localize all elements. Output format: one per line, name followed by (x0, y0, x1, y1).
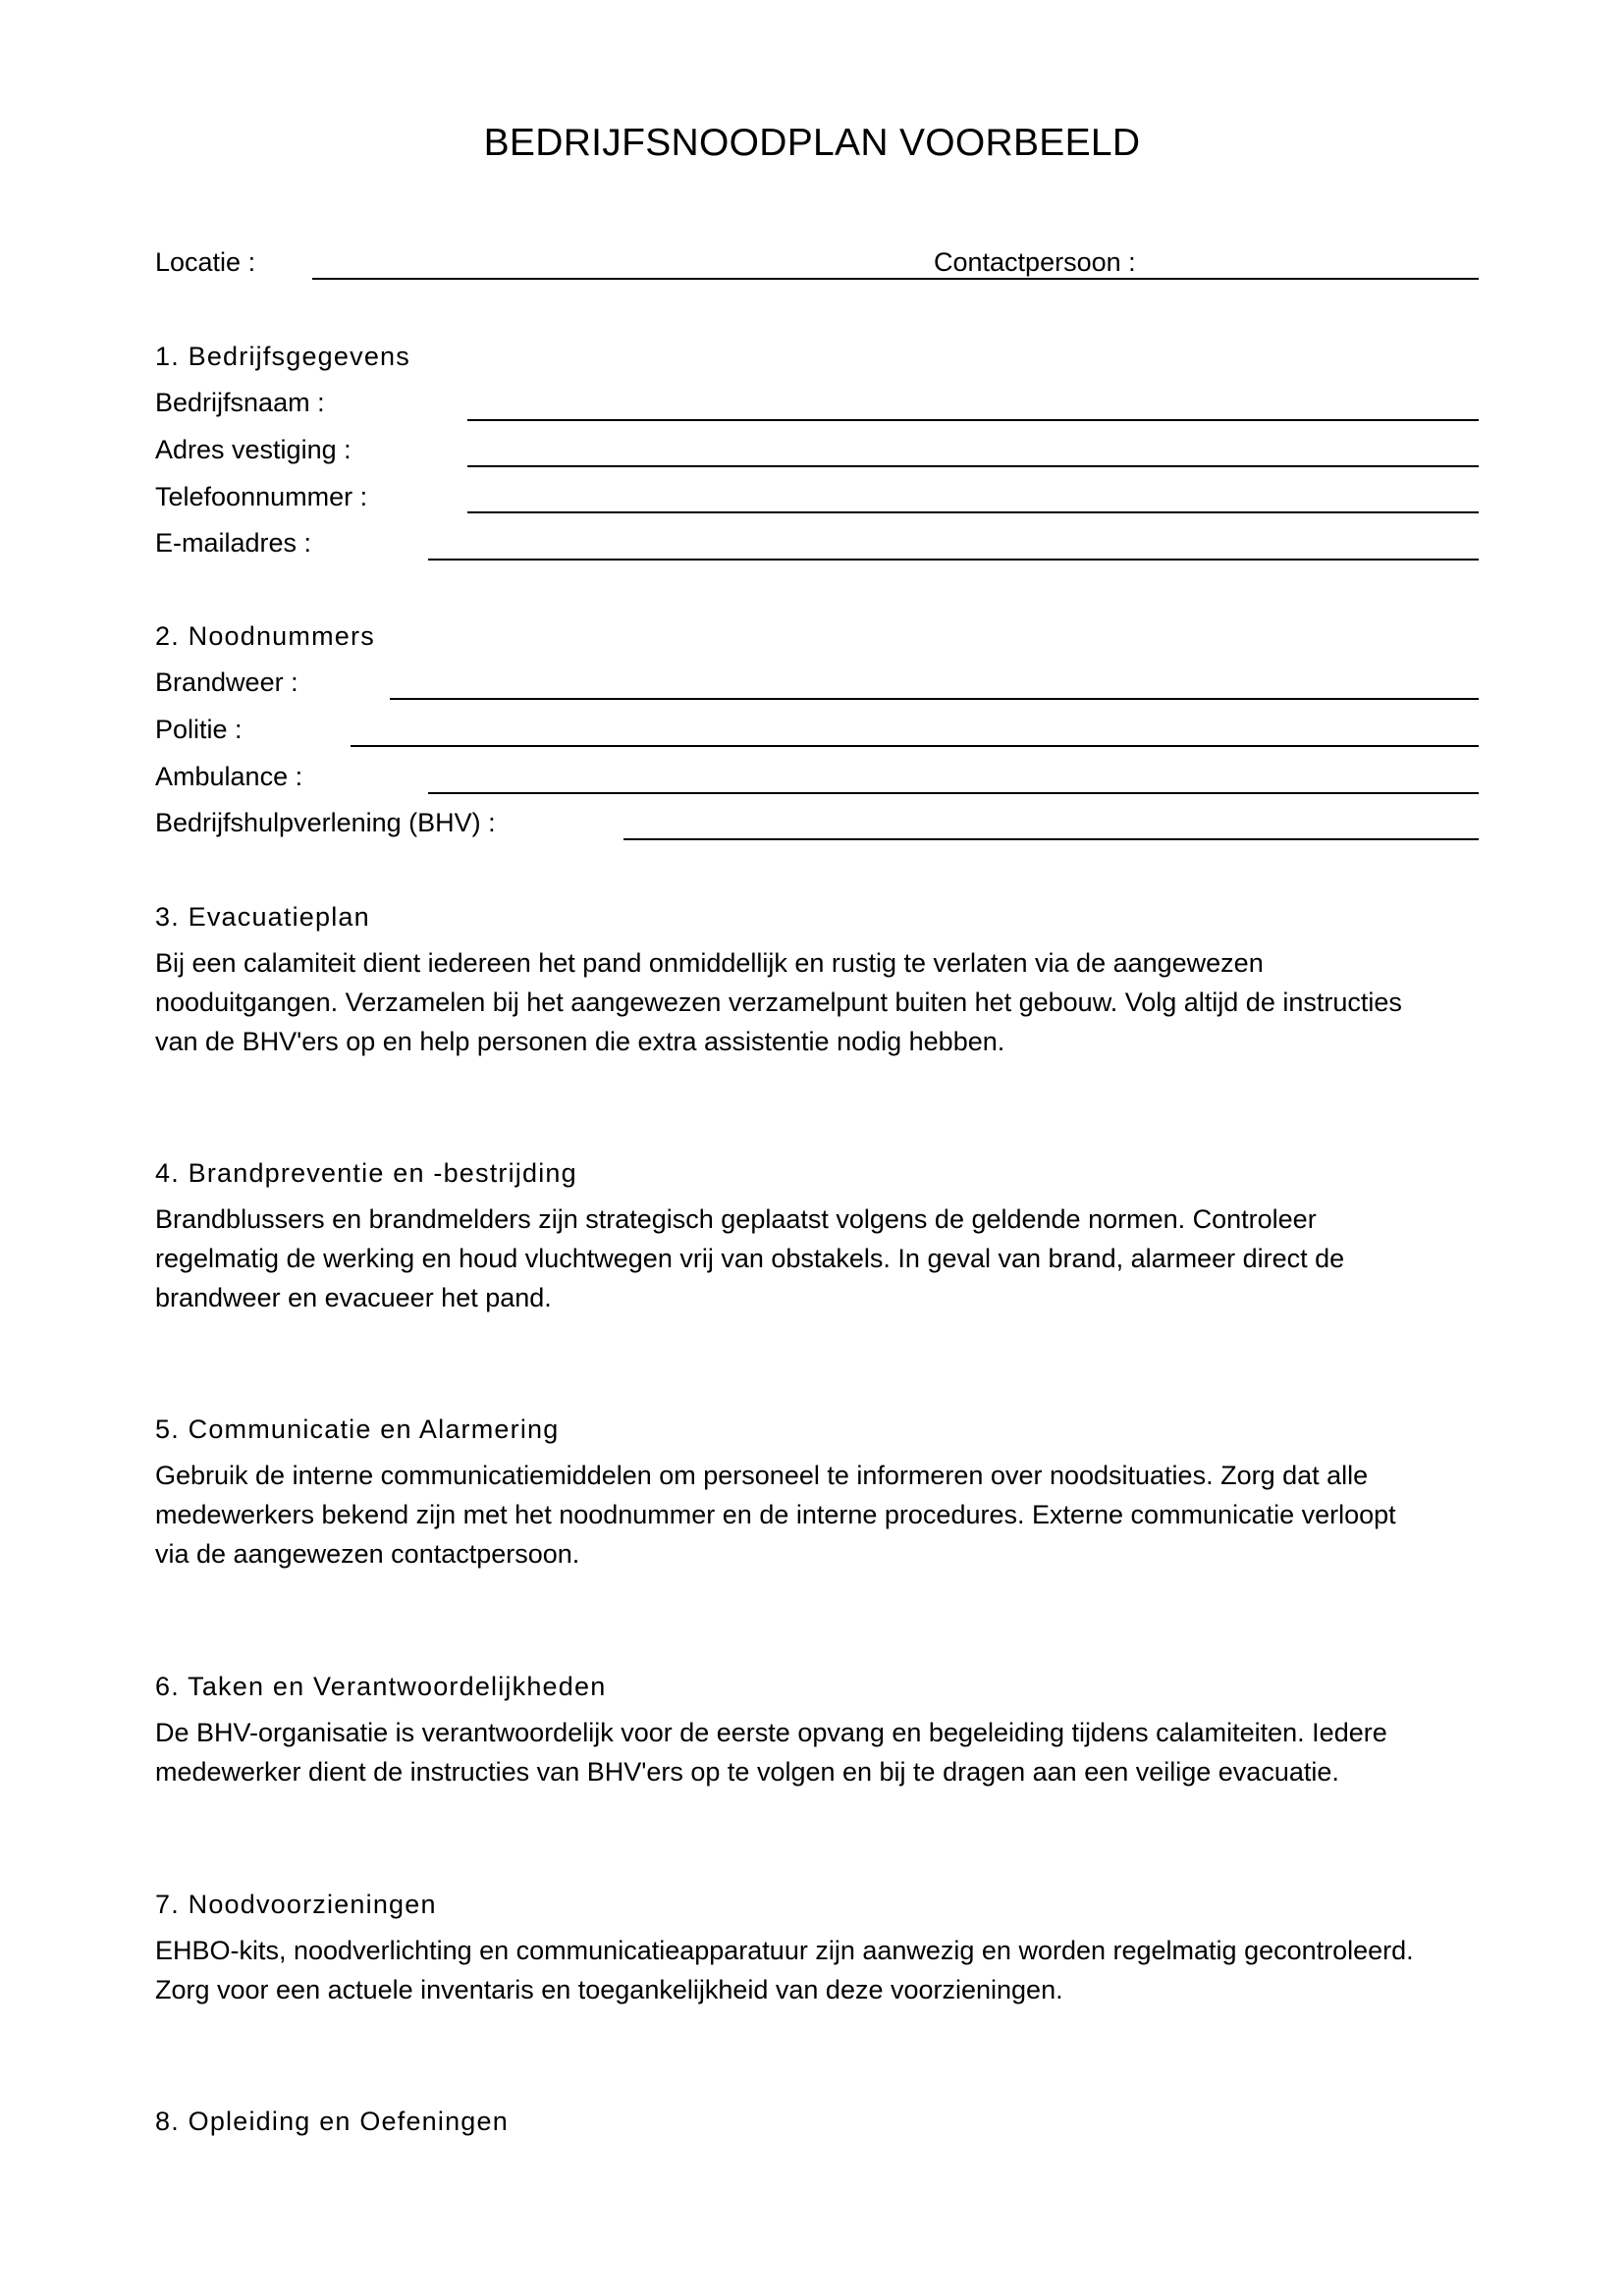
fire-prevention-text (155, 1200, 1490, 1317)
ambulance-input-line[interactable] (428, 792, 1479, 794)
tasks-responsibilities-text (155, 1713, 1490, 1791)
text-line: medewerkers bekend zijn met het noodnummer en de interne procedures. Externe communicatie verloopt (155, 1500, 1396, 1529)
company-name-label: Bedrijfsnaam : (155, 388, 325, 417)
communication-text (155, 1456, 1490, 1574)
contact-person-label: Contactpersoon : (934, 247, 1136, 277)
address-input-line[interactable] (467, 465, 1479, 467)
section-heading-emergency-facilities: 7. Noodvoorzieningen (155, 1890, 437, 1919)
email-input-line[interactable] (428, 559, 1479, 561)
section-heading-training-exercises: 8. Opleiding en Oefeningen (155, 2107, 509, 2136)
text-line: Gebruik de interne communicatiemiddelen om personeel te informeren over noodsituaties. Zorg dat alle (155, 1461, 1369, 1490)
email-label: E-mailadres : (155, 528, 312, 558)
evacuation-plan-text (155, 943, 1490, 1061)
emergency-facilities-text (155, 1931, 1490, 2009)
fire-department-input-line[interactable] (390, 698, 1479, 700)
text-line: Brandblussers en brandmelders zijn strategisch geplaatst volgens de geldende normen. Controleer (155, 1204, 1317, 1234)
police-label: Politie : (155, 715, 243, 744)
fire-department-label: Brandweer : (155, 667, 298, 697)
text-line: regelmatig de werking en houd vluchtwegen vrij van obstakels. In geval van brand, alarmeer direct de (155, 1244, 1345, 1273)
text-line: brandweer en evacueer het pand. (155, 1283, 552, 1312)
text-line: Bij een calamiteit dient iedereen het pand onmiddellijk en rustig te verlaten via de aangewezen (155, 948, 1264, 978)
phone-input-line[interactable] (467, 511, 1479, 513)
text-line: medewerker dient de instructies van BHV'ers op te volgen en bij te dragen aan een veilige evacuatie. (155, 1757, 1339, 1787)
section-heading-evacuation-plan: 3. Evacuatieplan (155, 902, 370, 932)
phone-label: Telefoonnummer : (155, 482, 368, 511)
location-label: Locatie : (155, 247, 256, 277)
document-title: BEDRIJFSNOODPLAN VOORBEELD (483, 122, 1141, 164)
section-heading-fire-prevention: 4. Brandpreventie en -bestrijding (155, 1158, 577, 1188)
address-label: Adres vestiging : (155, 435, 352, 464)
section-heading-tasks-responsibilities: 6. Taken en Verantwoordelijkheden (155, 1672, 607, 1701)
police-input-line[interactable] (351, 745, 1479, 747)
text-line: De BHV-organisatie is verantwoordelijk voor de eerste opvang en begeleiding tijdens calamiteiten. Iedere (155, 1718, 1387, 1747)
section-heading-emergency-numbers: 2. Noodnummers (155, 621, 375, 651)
location-input-line[interactable] (312, 278, 1479, 280)
text-line: nooduitgangen. Verzamelen bij het aangewezen verzamelpunt buiten het gebouw. Volg altijd de instructies (155, 988, 1402, 1017)
text-line: EHBO-kits, noodverlichting en communicatieapparatuur zijn aanwezig en worden regelmatig gecontroleerd. (155, 1936, 1414, 1965)
bhv-input-line[interactable] (623, 838, 1479, 840)
section-heading-company-details: 1. Bedrijfsgegevens (155, 342, 410, 371)
text-line: Zorg voor een actuele inventaris en toegankelijkheid van deze voorzieningen. (155, 1975, 1063, 2004)
text-line: van de BHV'ers op en help personen die extra assistentie nodig hebben. (155, 1027, 1005, 1056)
ambulance-label: Ambulance : (155, 762, 303, 791)
text-line: via de aangewezen contactpersoon. (155, 1539, 580, 1569)
company-name-input-line[interactable] (467, 419, 1479, 421)
bhv-label: Bedrijfshulpverlening (BHV) : (155, 808, 496, 837)
section-heading-communication: 5. Communicatie en Alarmering (155, 1415, 560, 1444)
